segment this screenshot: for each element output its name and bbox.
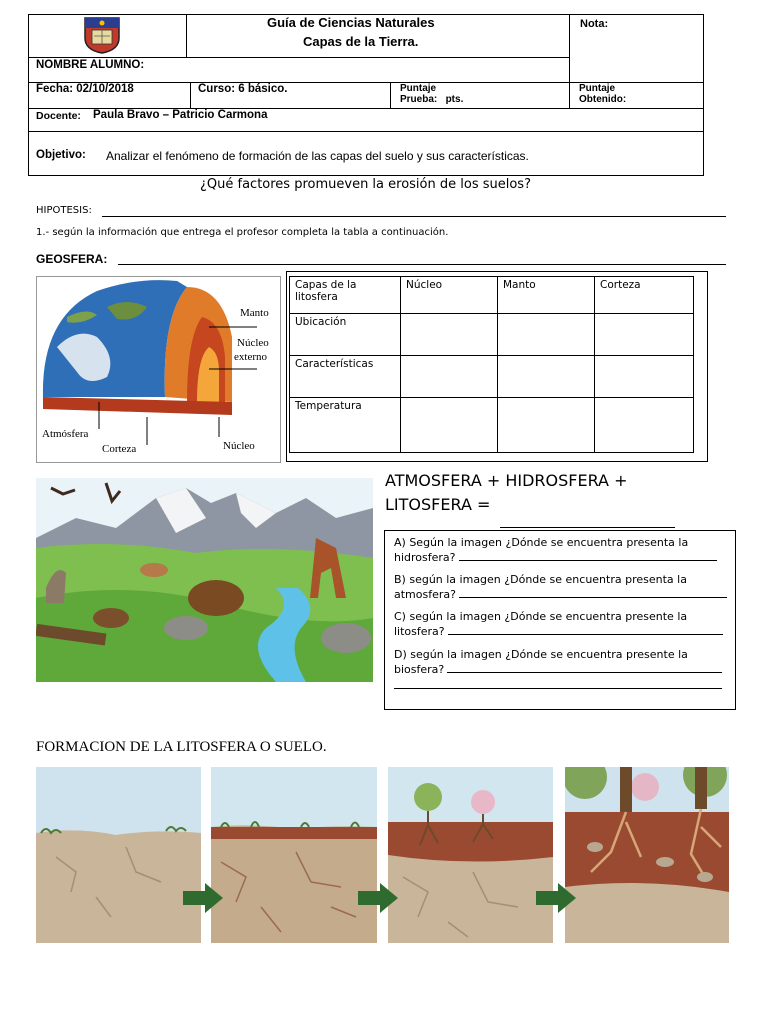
answer-b-line[interactable] [459, 597, 727, 598]
instruction: 1.- según la información que entrega el profesor completa la tabla a continuación. [36, 227, 449, 238]
question-a-prompt: hidrosfera? [394, 551, 456, 564]
landscape-image [36, 478, 373, 682]
answer-a-line[interactable] [459, 560, 717, 561]
capas-table [289, 276, 694, 453]
table-cell[interactable] [595, 398, 694, 453]
question-a-line2 [394, 550, 729, 565]
hipotesis-line[interactable] [102, 216, 726, 217]
label-nucleo-externo-1: Núcleo [237, 337, 269, 349]
answer-d-line[interactable] [447, 672, 722, 673]
puntaje-prueba-2: Prueba: pts. [400, 94, 464, 105]
question-b-prompt: atmosfera? [394, 588, 456, 601]
arrow-right-icon [358, 883, 398, 913]
table-cell[interactable] [498, 398, 595, 453]
question-d-line3 [394, 678, 729, 693]
question-d-line1: D) según la imagen ¿Dónde se encuentra presente la [394, 648, 688, 661]
docente-value: Paula Bravo – Patricio Carmona [93, 109, 268, 121]
objetivo-value: Analizar el fenómeno de formación de las capas del suelo y sus características. [106, 149, 529, 163]
table-row-caracteristicas: Características [290, 356, 401, 398]
question-d-prompt: biosfera? [394, 663, 445, 676]
table-row-temperatura: Temperatura [290, 398, 401, 453]
question-c-prompt: litosfera? [394, 625, 445, 638]
nota-label: Nota: [580, 18, 609, 30]
table-cell[interactable] [595, 314, 694, 356]
label-nucleo-externo-2: externo [234, 351, 267, 363]
answer-c-line[interactable] [448, 634, 723, 635]
question-b-line2 [394, 587, 729, 602]
geosfera-line[interactable] [118, 264, 726, 265]
formacion-title: FORMACION DE LA LITOSFERA O SUELO. [36, 739, 327, 755]
equation-answer-line[interactable] [500, 527, 675, 528]
table-cell[interactable] [401, 398, 498, 453]
objetivo-label: Objetivo: [36, 149, 86, 161]
soil-stage-4 [565, 767, 729, 943]
nombre-label: NOMBRE ALUMNO: [36, 59, 145, 71]
table-header-corteza: Corteza [595, 277, 694, 314]
table-row-ubicacion: Ubicación [290, 314, 401, 356]
table-cell[interactable] [498, 356, 595, 398]
guide-subtitle: Capas de la Tierra. [303, 34, 419, 49]
earth-layers-image [36, 276, 281, 463]
guide-title: Guía de Ciencias Naturales [267, 15, 435, 30]
label-nucleo: Núcleo [223, 440, 255, 452]
soil-stage-1 [36, 767, 201, 943]
table-header-nucleo: Núcleo [401, 277, 498, 314]
table-cell[interactable] [401, 314, 498, 356]
table-cell[interactable] [498, 314, 595, 356]
question-a-line1: A) Según la imagen ¿Dónde se encuentra presenta la [394, 536, 689, 549]
soil-stage-3 [388, 767, 553, 943]
question-c-line1: C) según la imagen ¿Dónde se encuentra presente la [394, 610, 688, 623]
label-corteza: Corteza [102, 443, 137, 455]
soil-stage-2 [211, 767, 377, 943]
arrow-right-icon [183, 883, 223, 913]
question-d-line2 [394, 662, 729, 677]
main-question: ¿Qué factores promueven la erosión de los suelos? [200, 177, 531, 192]
puntaje-prueba-1: Puntaje [400, 83, 437, 94]
geosfera-label: GEOSFERA: [36, 252, 108, 266]
curso: Curso: 6 básico. [198, 83, 288, 95]
question-b-line1: B) según la imagen ¿Dónde se encuentra presenta la [394, 573, 687, 586]
docente-label: Docente: [36, 110, 81, 122]
school-logo [82, 16, 122, 54]
table-header-capas: Capas de la litosfera [290, 277, 401, 314]
question-c-line2 [394, 624, 729, 639]
puntaje-obtenido-2: Obtenido: [579, 94, 627, 105]
table-cell[interactable] [401, 356, 498, 398]
equation-line-2: LITOSFERA = [385, 495, 491, 514]
questions-box [384, 530, 736, 710]
hipotesis-label: HIPOTESIS: [36, 205, 92, 216]
label-manto: Manto [240, 307, 269, 319]
table-header-manto: Manto [498, 277, 595, 314]
header-box [28, 14, 704, 176]
fecha: Fecha: 02/10/2018 [36, 83, 134, 95]
label-atmosfera: Atmósfera [42, 428, 89, 440]
arrow-right-icon [536, 883, 576, 913]
answer-d-line-2[interactable] [394, 688, 722, 689]
puntaje-obtenido-1: Puntaje [579, 83, 616, 94]
table-cell[interactable] [595, 356, 694, 398]
equation-line-1: ATMOSFERA + HIDROSFERA + [385, 471, 628, 490]
